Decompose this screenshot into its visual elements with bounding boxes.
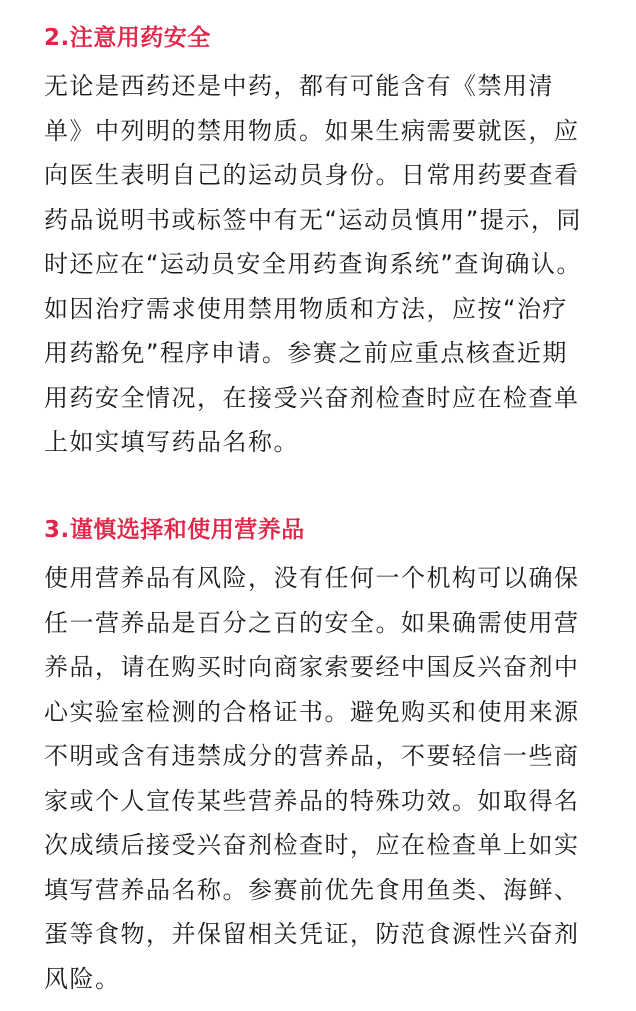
paragraph-line: 蛋等食物，并保留相关凭证，防范食源性兴奋剂 [44,920,580,948]
section-paragraph [44,556,604,1001]
paragraph-line: 如因治疗需求使用禁用物质和方法，应按“治疗 [44,294,568,323]
paragraph-line: 无论是西药还是中药，都有可能含有《禁用清 [44,72,554,100]
paragraph-line: 心实验室检测的合格证书。避免购买和使用来源 [44,697,580,726]
paragraph-line: 向医生表明自己的运动员身份。日常用药要查看 [44,161,580,189]
paragraph-line: 使用营养品有风险，没有任何一个机构可以确保 [44,564,580,592]
paragraph-line: 不明或含有违禁成分的营养品，不要轻信一些商 [44,742,580,770]
paragraph-line: 单》中列明的禁用物质。如果生病需要就医，应 [44,116,580,145]
paragraph-line: 养品，请在购买时向商家索要经中国反兴奋剂中 [44,653,580,681]
paragraph-line: 药品说明书或标签中有无“运动员慎用”提示，同 [44,205,582,234]
paragraph-line: 风险。 [44,964,121,993]
paragraph-line: 用药安全情况，在接受兴奋剂检查时应在检查单 [44,383,580,412]
paragraph-line: 上如实填写药品名称。 [44,428,299,456]
section-heading: 2.注意用药安全 [44,25,211,51]
section-heading: 3.谨慎选择和使用营养品 [44,517,305,543]
paragraph-line: 任一营养品是百分之百的安全。如果确需使用营 [44,608,580,637]
section-paragraph [44,64,604,465]
paragraph-line: 次成绩后接受兴奋剂检查时，应在检查单上如实 [44,831,580,859]
paragraph-line: 填写营养品名称。参赛前优先食用鱼类、海鲜、 [44,875,580,904]
paragraph-line: 用药豁免”程序申请。参赛之前应重点核查近期 [44,339,568,367]
paragraph-line: 家或个人宣传某些营养品的特殊功效。如取得名 [44,786,580,815]
paragraph-line: 时还应在“运动员安全用药查询系统”查询确认。 [44,250,582,278]
section-supplement-safety [44,510,604,1001]
section-medication-safety [44,18,604,465]
